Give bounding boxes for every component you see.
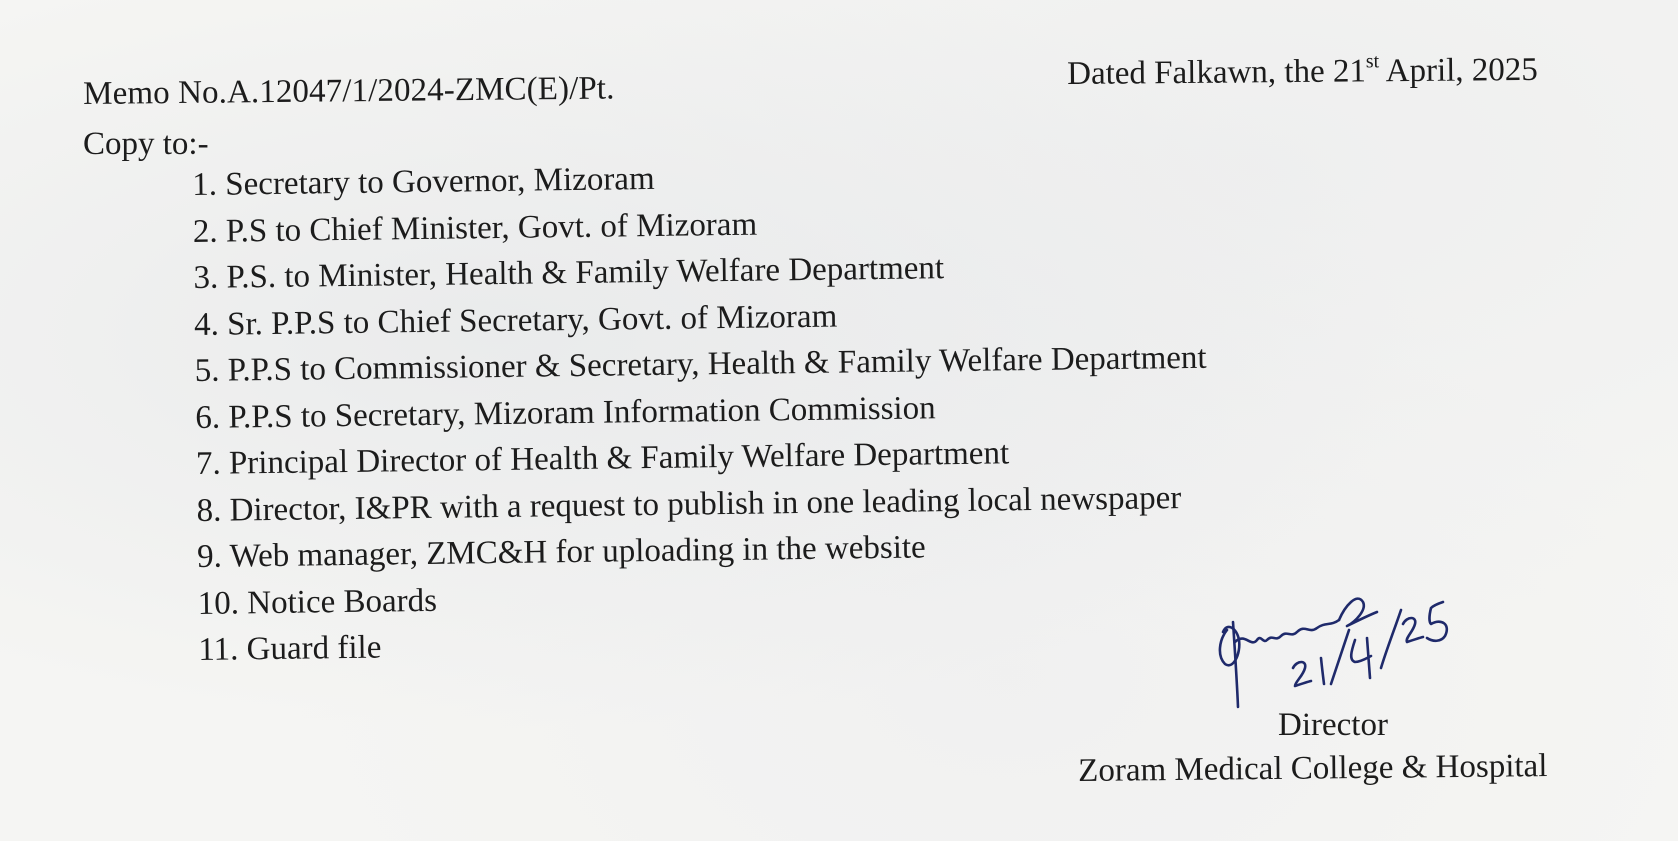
- recipient-item: 11. Guard file: [198, 629, 382, 668]
- memo-date-ordinal: st: [1365, 50, 1380, 73]
- date-slash-1: [1331, 630, 1349, 684]
- recipient-item: 9. Web manager, ZMC&H for uploading in the website: [196, 529, 926, 575]
- signature-stroke-loop: [1339, 599, 1377, 626]
- recipient-item: 6. P.P.S to Secretary, Mizoram Information Commission: [195, 389, 936, 436]
- memo-date-rest: April, 2025: [1379, 51, 1538, 90]
- copy-to-label: Copy to:-: [83, 126, 209, 162]
- recipient-item: 2. P.S to Chief Minister, Govt. of Mizoram: [192, 206, 758, 250]
- recipient-item: 5. P.P.S to Commissioner & Secretary, Health & Family Welfare Department: [194, 339, 1207, 389]
- recipient-list: [192, 149, 1211, 674]
- signature-stroke-body: [1235, 620, 1339, 642]
- date-slash-2: [1381, 610, 1401, 668]
- recipient-item: 10. Notice Boards: [197, 582, 438, 622]
- memo-date-prefix: Dated Falkawn, the 21: [1067, 53, 1367, 92]
- recipient-item: 3. P.S. to Minister, Health & Family Welfare Department: [193, 250, 945, 296]
- date-digit-2b: [1403, 618, 1423, 642]
- signatory-title: Director: [1278, 707, 1388, 743]
- signature-ink: [1220, 599, 1447, 707]
- date-digit-5: [1427, 602, 1447, 641]
- recipient-item: 1. Secretary to Governor, Mizoram: [192, 160, 655, 203]
- signatory-organization: Zoram Medical College & Hospital: [1078, 748, 1548, 789]
- memo-number: Memo No.A.12047/1/2024-ZMC(E)/Pt.: [83, 70, 615, 112]
- date-digit-2: [1293, 662, 1311, 686]
- recipient-item: 7. Principal Director of Health & Family Welfare Department: [195, 435, 1010, 482]
- date-digit-4: [1351, 638, 1371, 678]
- recipient-item: 4. Sr. P.P.S to Chief Secretary, Govt. of Mizoram: [193, 298, 838, 343]
- date-digit-1: [1321, 658, 1324, 684]
- memo-date: [1067, 52, 1538, 93]
- recipient-item: 8. Director, I&PR with a request to publish in one leading local newspaper: [196, 479, 1182, 529]
